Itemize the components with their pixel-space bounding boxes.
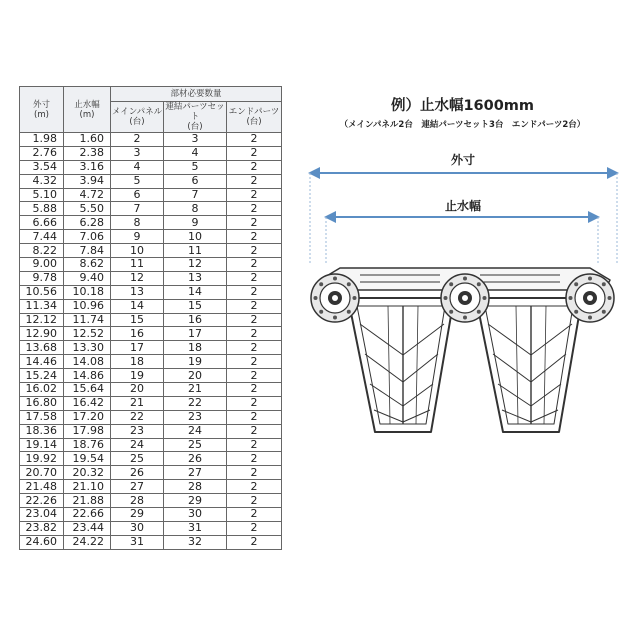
cell-stop-width: 3.94: [64, 174, 111, 188]
cell-stop-width: 3.16: [64, 160, 111, 174]
cell-outer: 19.14: [20, 438, 64, 452]
cell-stop-width: 2.38: [64, 146, 111, 160]
bolt-dot: [333, 316, 337, 320]
cell-end-parts: 2: [227, 383, 282, 397]
table-row: [20, 410, 282, 424]
bolt-dot: [319, 282, 323, 286]
bolt-dot: [569, 296, 573, 300]
cell-connect-parts: 10: [164, 230, 227, 244]
table-row: [20, 466, 282, 480]
table-row: [20, 133, 282, 147]
cell-end-parts: 2: [227, 452, 282, 466]
table-row: [20, 244, 282, 258]
cell-main-panel: 29: [111, 508, 164, 522]
table-row: [20, 216, 282, 230]
table-row: [20, 341, 282, 355]
cell-main-panel: 23: [111, 424, 164, 438]
table-row: [20, 285, 282, 299]
main-panel-right: [476, 298, 582, 432]
cell-main-panel: 14: [111, 299, 164, 313]
cell-stop-width: 14.08: [64, 355, 111, 369]
cell-connect-parts: 11: [164, 244, 227, 258]
cell-stop-width: 24.22: [64, 535, 111, 549]
bolt-dot: [574, 310, 578, 314]
cell-outer: 24.60: [20, 535, 64, 549]
table-row: [20, 313, 282, 327]
cell-main-panel: 17: [111, 341, 164, 355]
cell-main-panel: 21: [111, 396, 164, 410]
barrier-diagram: [300, 140, 630, 440]
cell-connect-parts: 7: [164, 188, 227, 202]
cell-main-panel: 15: [111, 313, 164, 327]
cell-outer: 7.44: [20, 230, 64, 244]
cell-connect-parts: 31: [164, 521, 227, 535]
cell-connect-parts: 32: [164, 535, 227, 549]
hub-left: [311, 274, 359, 322]
cell-end-parts: 2: [227, 133, 282, 147]
cell-main-panel: 27: [111, 480, 164, 494]
header-parts-group: 部材必要数量: [111, 87, 282, 102]
cell-end-parts: 2: [227, 410, 282, 424]
cell-end-parts: 2: [227, 521, 282, 535]
cell-connect-parts: 15: [164, 299, 227, 313]
cell-main-panel: 19: [111, 369, 164, 383]
table-row: [20, 299, 282, 313]
bolt-dot: [602, 282, 606, 286]
hub-right: [566, 274, 614, 322]
cell-end-parts: 2: [227, 174, 282, 188]
table-row: [20, 188, 282, 202]
cell-end-parts: 2: [227, 480, 282, 494]
cell-outer: 3.54: [20, 160, 64, 174]
parts-quantity-table: [19, 86, 282, 550]
cell-stop-width: 1.60: [64, 133, 111, 147]
cell-stop-width: 23.44: [64, 521, 111, 535]
bolt-dot: [347, 282, 351, 286]
outer-dimension-label: 外寸: [450, 153, 476, 167]
cell-connect-parts: 9: [164, 216, 227, 230]
header-main-panel: メインパネル (台): [111, 102, 164, 133]
cell-outer: 15.24: [20, 369, 64, 383]
cell-connect-parts: 6: [164, 174, 227, 188]
cell-main-panel: 24: [111, 438, 164, 452]
cell-outer: 23.04: [20, 508, 64, 522]
cell-connect-parts: 5: [164, 160, 227, 174]
bolt-dot: [608, 296, 612, 300]
cell-connect-parts: 30: [164, 508, 227, 522]
cell-outer: 2.76: [20, 146, 64, 160]
cell-end-parts: 2: [227, 424, 282, 438]
cell-end-parts: 2: [227, 160, 282, 174]
header-stop-width: 止水幅 (m): [64, 87, 111, 133]
cell-end-parts: 2: [227, 508, 282, 522]
cell-connect-parts: 22: [164, 396, 227, 410]
cell-end-parts: 2: [227, 466, 282, 480]
table-row: [20, 174, 282, 188]
cell-main-panel: 8: [111, 216, 164, 230]
cell-end-parts: 2: [227, 535, 282, 549]
cell-stop-width: 5.50: [64, 202, 111, 216]
cell-end-parts: 2: [227, 313, 282, 327]
bolt-dot: [347, 310, 351, 314]
cell-connect-parts: 17: [164, 327, 227, 341]
table-row: [20, 494, 282, 508]
cell-outer: 21.48: [20, 480, 64, 494]
cell-stop-width: 20.32: [64, 466, 111, 480]
bolt-dot: [444, 296, 448, 300]
table-body: [20, 133, 282, 550]
cell-main-panel: 5: [111, 174, 164, 188]
cell-connect-parts: 4: [164, 146, 227, 160]
bolt-dot: [483, 296, 487, 300]
cell-connect-parts: 20: [164, 369, 227, 383]
cell-connect-parts: 26: [164, 452, 227, 466]
cell-stop-width: 17.98: [64, 424, 111, 438]
cell-stop-width: 7.06: [64, 230, 111, 244]
cell-main-panel: 4: [111, 160, 164, 174]
cell-outer: 6.66: [20, 216, 64, 230]
header-end-parts: エンドパーツ (台): [227, 102, 282, 133]
cell-outer: 16.80: [20, 396, 64, 410]
cell-outer: 20.70: [20, 466, 64, 480]
table-row: [20, 327, 282, 341]
cell-connect-parts: 3: [164, 133, 227, 147]
cell-main-panel: 18: [111, 355, 164, 369]
cell-outer: 5.10: [20, 188, 64, 202]
cell-stop-width: 9.40: [64, 271, 111, 285]
table-row: [20, 396, 282, 410]
cell-connect-parts: 18: [164, 341, 227, 355]
cell-end-parts: 2: [227, 438, 282, 452]
cell-connect-parts: 25: [164, 438, 227, 452]
cell-end-parts: 2: [227, 216, 282, 230]
cell-stop-width: 7.84: [64, 244, 111, 258]
cell-stop-width: 14.86: [64, 369, 111, 383]
cell-stop-width: 11.74: [64, 313, 111, 327]
cell-outer: 19.92: [20, 452, 64, 466]
cell-connect-parts: 29: [164, 494, 227, 508]
cell-main-panel: 9: [111, 230, 164, 244]
cell-end-parts: 2: [227, 369, 282, 383]
cell-main-panel: 25: [111, 452, 164, 466]
bolt-dot: [449, 282, 453, 286]
cell-main-panel: 28: [111, 494, 164, 508]
cell-connect-parts: 14: [164, 285, 227, 299]
bolt-dot: [353, 296, 357, 300]
cell-outer: 12.90: [20, 327, 64, 341]
table-row: [20, 202, 282, 216]
cell-outer: 9.00: [20, 258, 64, 272]
bolt-dot: [463, 277, 467, 281]
cell-outer: 23.82: [20, 521, 64, 535]
diagram-subtitle: （メインパネル2台 連結パーツセット3台 エンドパーツ2台）: [339, 120, 586, 130]
bolt-dot: [477, 310, 481, 314]
header-outer-size: 外寸 (m): [20, 87, 64, 133]
cell-end-parts: 2: [227, 494, 282, 508]
cell-main-panel: 26: [111, 466, 164, 480]
table-row: [20, 146, 282, 160]
cell-stop-width: 13.30: [64, 341, 111, 355]
cell-outer: 11.34: [20, 299, 64, 313]
table-row: [20, 258, 282, 272]
cell-connect-parts: 19: [164, 355, 227, 369]
cell-end-parts: 2: [227, 299, 282, 313]
cell-main-panel: 31: [111, 535, 164, 549]
table-row: [20, 369, 282, 383]
cell-main-panel: 11: [111, 258, 164, 272]
cell-end-parts: 2: [227, 146, 282, 160]
cell-stop-width: 18.76: [64, 438, 111, 452]
cell-stop-width: 17.20: [64, 410, 111, 424]
cell-end-parts: 2: [227, 271, 282, 285]
bolt-dot: [319, 310, 323, 314]
cell-stop-width: 8.62: [64, 258, 111, 272]
cell-stop-width: 10.96: [64, 299, 111, 313]
cell-outer: 16.02: [20, 383, 64, 397]
cell-stop-width: 12.52: [64, 327, 111, 341]
cell-stop-width: 21.10: [64, 480, 111, 494]
bolt-dot: [477, 282, 481, 286]
cell-end-parts: 2: [227, 396, 282, 410]
table-row: [20, 480, 282, 494]
cell-outer: 18.36: [20, 424, 64, 438]
table-row: [20, 424, 282, 438]
cell-stop-width: 21.88: [64, 494, 111, 508]
cell-connect-parts: 21: [164, 383, 227, 397]
bolt-dot: [588, 277, 592, 281]
cell-outer: 5.88: [20, 202, 64, 216]
cell-end-parts: 2: [227, 244, 282, 258]
main-panel-left: [348, 298, 454, 432]
table-row: [20, 521, 282, 535]
cell-end-parts: 2: [227, 202, 282, 216]
cell-stop-width: 4.72: [64, 188, 111, 202]
header-connect-parts: 連結パーツセット (台): [165, 102, 225, 132]
cell-connect-parts: 12: [164, 258, 227, 272]
cell-outer: 10.56: [20, 285, 64, 299]
bolt-dot: [449, 310, 453, 314]
cell-outer: 9.78: [20, 271, 64, 285]
cell-main-panel: 20: [111, 383, 164, 397]
cell-connect-parts: 28: [164, 480, 227, 494]
bolt-dot: [463, 316, 467, 320]
table-row: [20, 438, 282, 452]
cell-end-parts: 2: [227, 188, 282, 202]
cell-outer: 4.32: [20, 174, 64, 188]
cell-end-parts: 2: [227, 258, 282, 272]
cell-main-panel: 2: [111, 133, 164, 147]
table-row: [20, 160, 282, 174]
cell-main-panel: 16: [111, 327, 164, 341]
table-row: [20, 230, 282, 244]
hub-center: [441, 274, 489, 322]
cell-end-parts: 2: [227, 230, 282, 244]
cell-stop-width: 19.54: [64, 452, 111, 466]
table-row: [20, 271, 282, 285]
cell-outer: 13.68: [20, 341, 64, 355]
bolt-dot: [333, 277, 337, 281]
cell-outer: 12.12: [20, 313, 64, 327]
cell-main-panel: 3: [111, 146, 164, 160]
table-row: [20, 508, 282, 522]
cell-stop-width: 6.28: [64, 216, 111, 230]
cell-connect-parts: 27: [164, 466, 227, 480]
cell-outer: 22.26: [20, 494, 64, 508]
cell-end-parts: 2: [227, 327, 282, 341]
cell-main-panel: 30: [111, 521, 164, 535]
cell-outer: 8.22: [20, 244, 64, 258]
cell-stop-width: 22.66: [64, 508, 111, 522]
cell-outer: 14.46: [20, 355, 64, 369]
cell-end-parts: 2: [227, 355, 282, 369]
bolt-dot: [588, 316, 592, 320]
cell-end-parts: 2: [227, 285, 282, 299]
cell-connect-parts: 24: [164, 424, 227, 438]
cell-connect-parts: 8: [164, 202, 227, 216]
table-row: [20, 452, 282, 466]
cell-connect-parts: 16: [164, 313, 227, 327]
table-row: [20, 535, 282, 549]
cell-main-panel: 10: [111, 244, 164, 258]
cell-main-panel: 13: [111, 285, 164, 299]
cell-main-panel: 22: [111, 410, 164, 424]
diagram-title: 例）止水幅1600mm: [390, 98, 535, 114]
cell-main-panel: 12: [111, 271, 164, 285]
cell-stop-width: 15.64: [64, 383, 111, 397]
bolt-dot: [602, 310, 606, 314]
cell-stop-width: 10.18: [64, 285, 111, 299]
cell-outer: 1.98: [20, 133, 64, 147]
table-row: [20, 383, 282, 397]
cell-connect-parts: 13: [164, 271, 227, 285]
cell-main-panel: 6: [111, 188, 164, 202]
cell-stop-width: 16.42: [64, 396, 111, 410]
stop-width-label: 止水幅: [444, 199, 482, 213]
cell-outer: 17.58: [20, 410, 64, 424]
bolt-dot: [314, 296, 318, 300]
cell-end-parts: 2: [227, 341, 282, 355]
cell-connect-parts: 23: [164, 410, 227, 424]
table-row: [20, 355, 282, 369]
bolt-dot: [574, 282, 578, 286]
cell-main-panel: 7: [111, 202, 164, 216]
